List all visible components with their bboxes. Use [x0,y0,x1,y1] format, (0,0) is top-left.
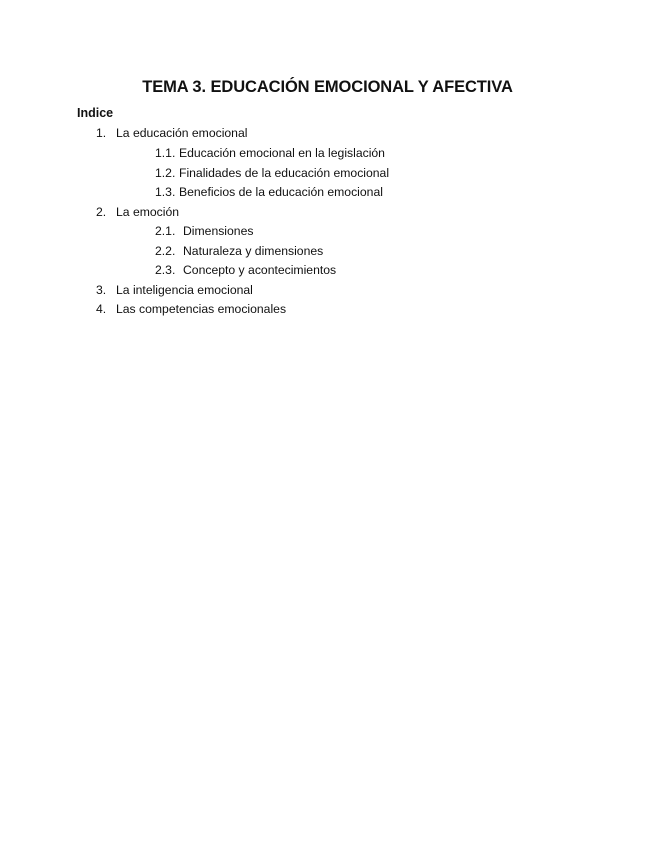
toc-text: La educación emocional [116,126,248,140]
toc-number: 1.3. [155,185,176,199]
toc-text: Educación emocional en la legislación [179,146,385,160]
toc-item-1 [96,125,247,141]
toc-item-2 [96,204,179,220]
toc-text: Beneficios de la educación emocional [179,185,383,199]
index-heading: Indice [77,106,114,120]
toc-item-3 [96,282,253,298]
toc-number: 1.1. [155,146,176,160]
toc-item-2-2 [155,243,323,259]
toc-number: 4. [96,302,107,316]
toc-text: La emoción [116,205,180,219]
toc-item-4 [96,301,286,317]
toc-number: 2.3. [155,263,176,277]
toc-text: La inteligencia emocional [116,283,253,297]
toc-item-2-3 [155,262,336,278]
toc-text: Dimensiones [183,224,254,238]
toc-text: Concepto y acontecimientos [183,263,337,277]
toc-number: 2.2. [155,244,176,258]
toc-text: Naturaleza y dimensiones [183,244,324,258]
toc-number: 1.2. [155,166,176,180]
toc-number: 1. [96,126,107,140]
toc-text: Finalidades de la educación emocional [179,166,390,180]
toc-item-2-1 [155,223,253,239]
toc-item-1-2 [155,165,389,181]
toc-number: 2.1. [155,224,176,238]
toc-number: 3. [96,283,107,297]
toc-item-1-1 [155,145,385,161]
document-title: TEMA 3. EDUCACIÓN EMOCIONAL Y AFECTIVA [142,78,513,96]
toc-item-1-3 [155,184,383,200]
toc-text: Las competencias emocionales [116,302,287,316]
toc-number: 2. [96,205,107,219]
